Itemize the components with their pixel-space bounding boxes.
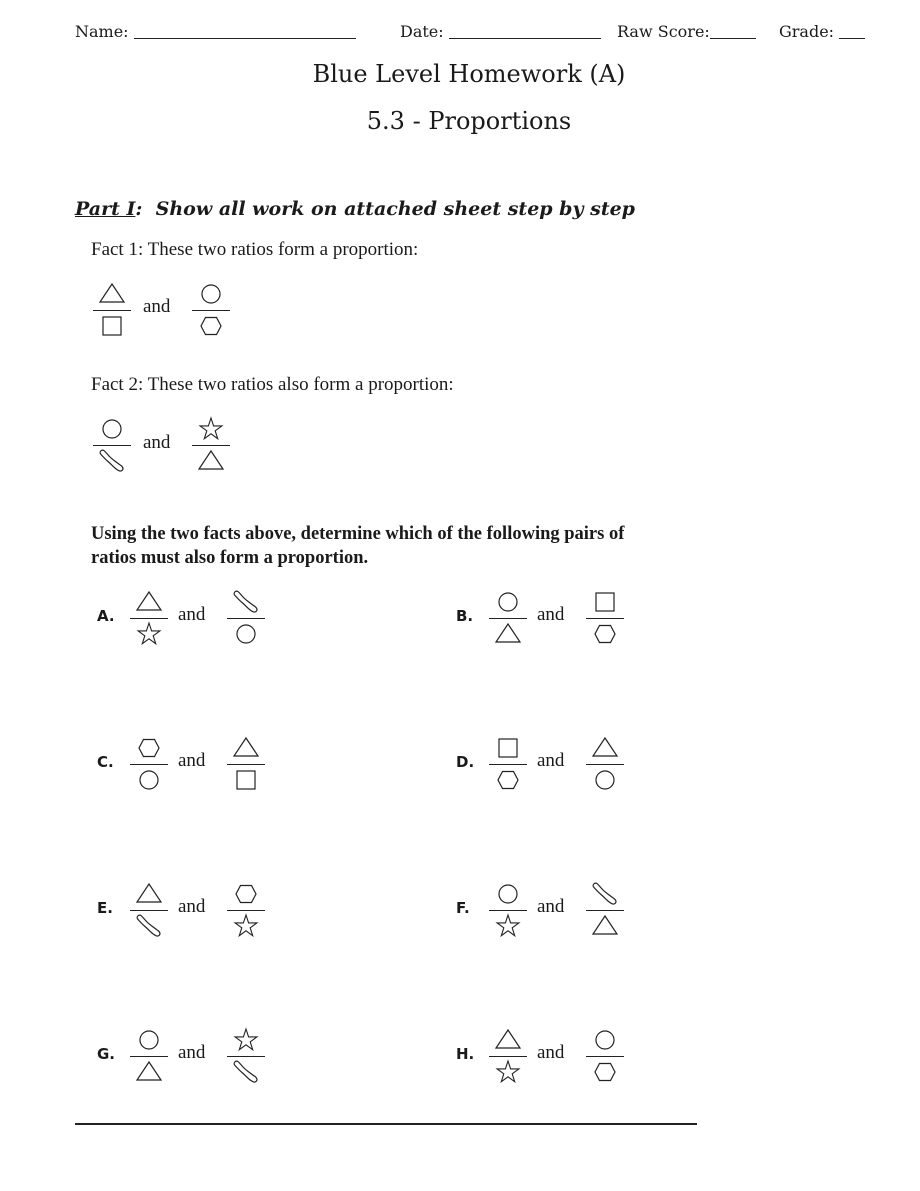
option-and: and <box>178 750 206 771</box>
fraction-bar <box>192 310 230 311</box>
name-blank[interactable] <box>134 24 356 39</box>
star-icon <box>196 416 226 442</box>
option-letter: A. <box>97 607 115 625</box>
fraction-bar <box>489 764 527 765</box>
triangle-icon <box>590 735 620 761</box>
option-ratio-1 <box>130 1027 168 1087</box>
option-letter: G. <box>97 1045 116 1063</box>
grade-blank[interactable] <box>839 24 865 39</box>
star-icon <box>493 1059 523 1085</box>
triangle-icon <box>590 913 620 939</box>
hexagon-icon <box>493 767 523 793</box>
option-a[interactable] <box>97 589 277 651</box>
raw-score-label: Raw Score: <box>617 22 710 41</box>
option-ratio-1 <box>489 1027 527 1087</box>
option-ratio-1 <box>489 735 527 795</box>
triangle-icon <box>196 448 226 474</box>
option-and: and <box>178 1042 206 1063</box>
star-icon <box>231 913 261 939</box>
fraction-bar <box>227 764 265 765</box>
option-ratio-1 <box>489 881 527 941</box>
option-ratio-1 <box>130 589 168 649</box>
option-ratio-1 <box>130 881 168 941</box>
fraction-bar <box>227 910 265 911</box>
bone-icon <box>231 589 261 615</box>
option-ratio-2 <box>586 1027 624 1087</box>
part-colon: : <box>135 198 143 220</box>
bottom-rule <box>75 1123 697 1125</box>
triangle-icon <box>493 621 523 647</box>
name-field[interactable] <box>75 22 356 41</box>
option-letter: B. <box>456 607 474 625</box>
fact-2-and: and <box>143 432 171 453</box>
option-and: and <box>178 896 206 917</box>
hexagon-icon <box>196 313 226 339</box>
date-field[interactable] <box>400 22 601 41</box>
fraction-bar <box>93 310 131 311</box>
fraction-bar <box>93 445 131 446</box>
option-ratio-2 <box>227 1027 265 1087</box>
page-title: Blue Level Homework (A) <box>312 60 626 88</box>
circle-icon <box>97 416 127 442</box>
star-icon <box>493 913 523 939</box>
part-heading <box>75 198 635 220</box>
option-letter: F. <box>456 899 470 917</box>
question-line-2: ratios must also form a proportion. <box>91 548 369 568</box>
fact-1-ratio-2 <box>192 281 230 341</box>
circle-icon <box>196 281 226 307</box>
option-and: and <box>537 604 565 625</box>
circle-icon <box>231 621 261 647</box>
star-icon <box>231 1027 261 1053</box>
fraction-bar <box>586 764 624 765</box>
date-blank[interactable] <box>449 24 601 39</box>
triangle-icon <box>493 1027 523 1053</box>
grade-label: Grade: <box>779 22 835 41</box>
page-subtitle: 5.3 - Proportions <box>366 107 572 135</box>
fraction-bar <box>130 618 168 619</box>
option-and: and <box>537 750 565 771</box>
bone-icon <box>134 913 164 939</box>
fraction-bar <box>130 764 168 765</box>
option-b[interactable] <box>456 589 636 651</box>
bone-icon <box>231 1059 261 1085</box>
fraction-bar <box>489 1056 527 1057</box>
square-icon <box>590 589 620 615</box>
question-line-1: Using the two facts above, determine which of the following pairs of <box>91 524 625 544</box>
circle-icon <box>493 589 523 615</box>
part-label: Part I <box>75 198 136 220</box>
name-label: Name: <box>75 22 129 41</box>
option-d[interactable] <box>456 735 636 797</box>
option-letter: E. <box>97 899 113 917</box>
option-ratio-2 <box>586 735 624 795</box>
option-h[interactable] <box>456 1027 636 1089</box>
triangle-icon <box>134 1059 164 1085</box>
option-e[interactable] <box>97 881 277 943</box>
triangle-icon <box>97 281 127 307</box>
fraction-bar <box>227 618 265 619</box>
option-ratio-2 <box>227 881 265 941</box>
fraction-bar <box>130 910 168 911</box>
bone-icon <box>590 881 620 907</box>
fact-2-text: Fact 2: These two ratios also form a proportion: <box>91 374 454 395</box>
fraction-bar <box>489 618 527 619</box>
fraction-bar <box>586 618 624 619</box>
hexagon-icon <box>590 621 620 647</box>
fraction-bar <box>227 1056 265 1057</box>
grade-field[interactable] <box>779 22 865 41</box>
circle-icon <box>134 1027 164 1053</box>
hexagon-icon <box>231 881 261 907</box>
option-g[interactable] <box>97 1027 277 1089</box>
circle-icon <box>134 767 164 793</box>
square-icon <box>493 735 523 761</box>
option-ratio-2 <box>586 881 624 941</box>
fraction-bar <box>489 910 527 911</box>
date-label: Date: <box>400 22 444 41</box>
fraction-bar <box>192 445 230 446</box>
fraction-bar <box>130 1056 168 1057</box>
circle-icon <box>590 767 620 793</box>
raw-score-field[interactable] <box>617 22 756 41</box>
part-instruction: Show all work on attached sheet step by step <box>142 198 635 220</box>
fraction-bar <box>586 910 624 911</box>
star-icon <box>134 621 164 647</box>
question-text <box>91 522 711 570</box>
option-and: and <box>178 604 206 625</box>
fraction-bar <box>586 1056 624 1057</box>
bone-icon <box>97 448 127 474</box>
hexagon-icon <box>590 1059 620 1085</box>
square-icon <box>231 767 261 793</box>
option-letter: H. <box>456 1045 475 1063</box>
option-f[interactable] <box>456 881 636 943</box>
option-letter: D. <box>456 753 475 771</box>
option-ratio-1 <box>130 735 168 795</box>
fact-1-text: Fact 1: These two ratios form a proportion: <box>91 239 419 260</box>
option-ratio-2 <box>227 735 265 795</box>
triangle-icon <box>134 881 164 907</box>
option-ratio-2 <box>586 589 624 649</box>
fact-2-ratio-1 <box>93 416 131 476</box>
option-and: and <box>537 1042 565 1063</box>
triangle-icon <box>134 589 164 615</box>
option-and: and <box>537 896 565 917</box>
circle-icon <box>590 1027 620 1053</box>
hexagon-icon <box>134 735 164 761</box>
option-letter: C. <box>97 753 114 771</box>
option-ratio-2 <box>227 589 265 649</box>
raw-score-blank[interactable] <box>710 24 756 39</box>
circle-icon <box>493 881 523 907</box>
square-icon <box>97 313 127 339</box>
option-c[interactable] <box>97 735 277 797</box>
option-ratio-1 <box>489 589 527 649</box>
triangle-icon <box>231 735 261 761</box>
fact-1-ratio-1 <box>93 281 131 341</box>
fact-2-ratio-2 <box>192 416 230 476</box>
fact-1-and: and <box>143 296 171 317</box>
